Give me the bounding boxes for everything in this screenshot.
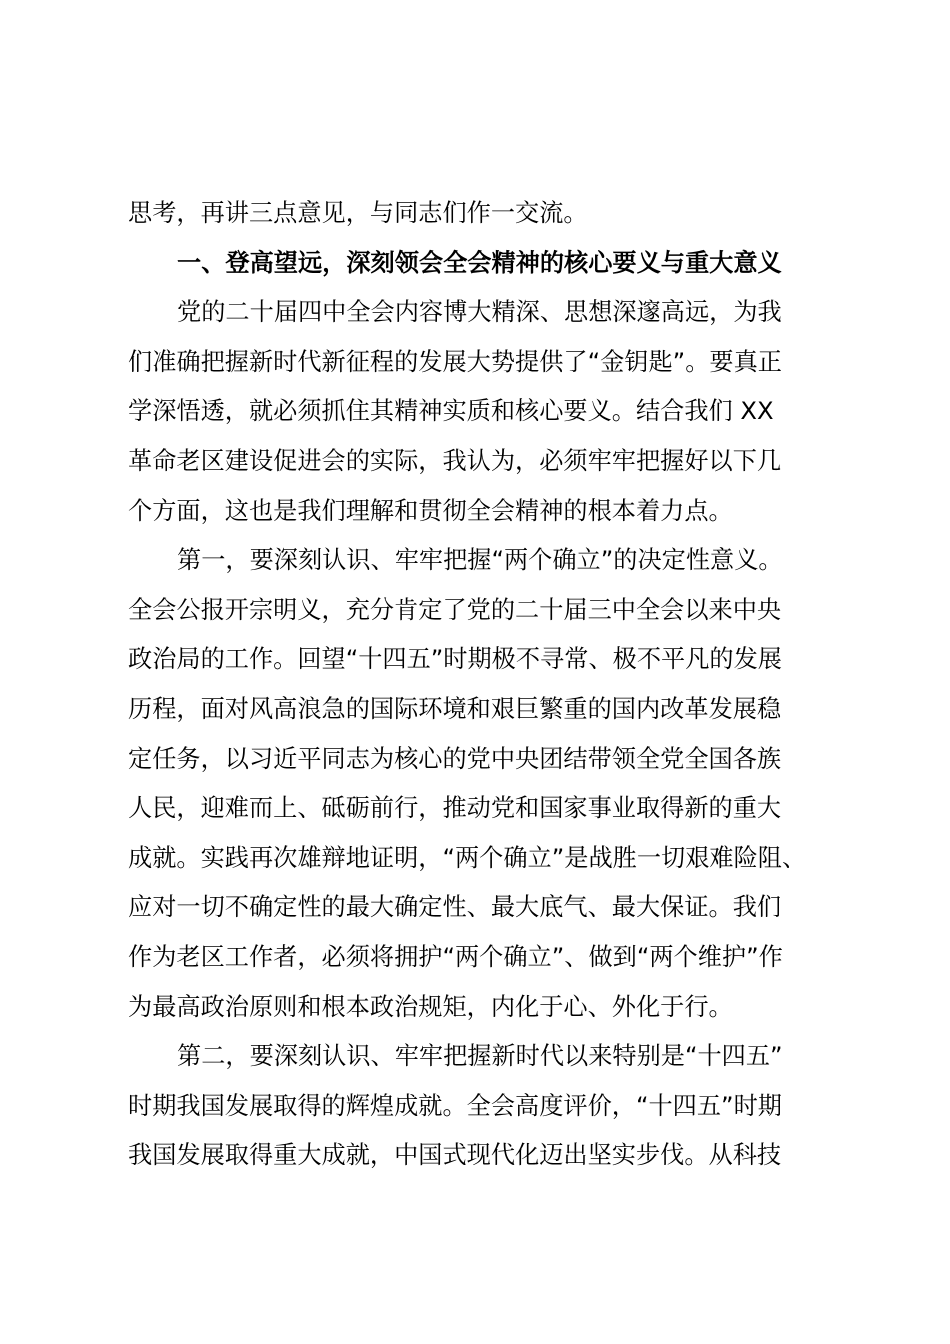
- text-line: 政治局的工作。回望“十四五”时期极不寻常、极不平凡的发展: [128, 645, 782, 674]
- text-line: 为最高政治原则和根本政治规矩，内化于心、外化于行。: [128, 992, 733, 1021]
- text-line: 时期我国发展取得的辉煌成就。全会高度评价，“十四五”时期: [128, 1091, 782, 1120]
- text-line: 第二，要深刻认识、牢牢把握新时代以来特别是“十四五”: [177, 1042, 783, 1071]
- text-line: 思考，再讲三点意见，与同志们作一交流。: [128, 199, 588, 227]
- text-line: 学深悟透，就必须抓住其精神实质和核心要义。结合我们 XX: [128, 397, 774, 426]
- text-line: 个方面，这也是我们理解和贯彻全会精神的根本着力点。: [128, 496, 733, 525]
- text-line: 我国发展取得重大成就，中国式现代化迈出坚实步伐。从科技: [128, 1141, 782, 1170]
- text-line: 定任务，以习近平同志为核心的党中央团结带领全党全国各族: [128, 744, 782, 773]
- text-line: 全会公报开宗明义，充分肯定了党的二十届三中全会以来中央: [128, 595, 782, 624]
- text-line: 人民，迎难而上、砥砺前行，推动党和国家事业取得新的重大: [128, 794, 782, 823]
- document-body: [128, 189, 848, 1181]
- text-line: 第一，要深刻认识、牢牢把握“两个确立”的决定性意义。: [177, 546, 783, 575]
- text-line: 作为老区工作者，必须将拥护“两个确立”、做到“两个维护”作: [128, 942, 783, 971]
- section-heading: 一、登高望远，深刻领会全会精神的核心要义与重大意义: [177, 248, 782, 277]
- text-line: 们准确把握新时代新征程的发展大势提供了“金钥匙”。要真正: [128, 347, 782, 376]
- text-line: 党的二十届四中全会内容博大精深、思想深邃高远，为我: [177, 298, 782, 327]
- text-line: 成就。实践再次雄辩地证明，“两个确立”是战胜一切艰难险阻、: [128, 843, 807, 872]
- text-line: 革命老区建设促进会的实际，我认为，必须牢牢把握好以下几: [128, 446, 782, 475]
- text-line: 应对一切不确定性的最大确定性、最大底气、最大保证。我们: [128, 893, 782, 922]
- text-line: 历程，面对风高浪急的国际环境和艰巨繁重的国内改革发展稳: [128, 694, 782, 723]
